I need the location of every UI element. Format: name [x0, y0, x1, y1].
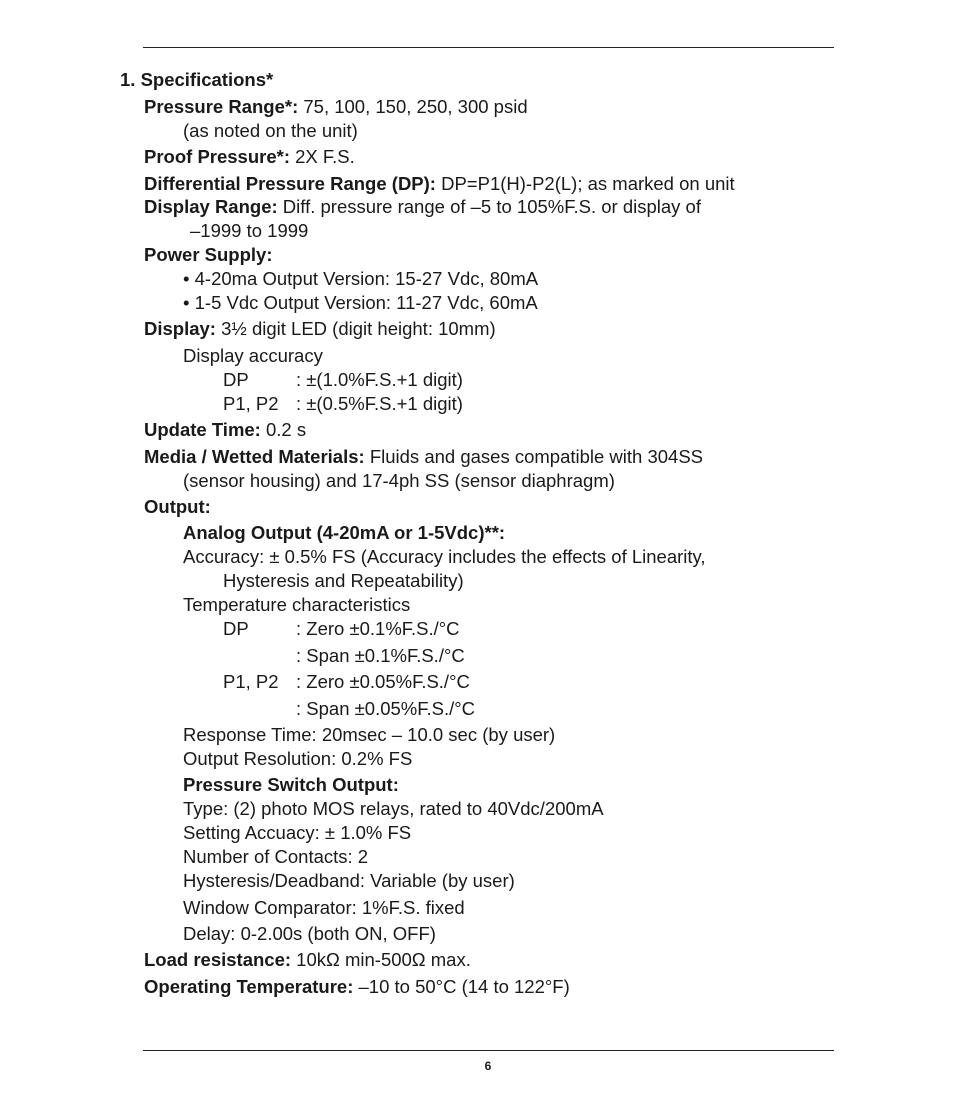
proof-pressure-value: 2X F.S. [290, 146, 355, 167]
temperature-row-value: : Span ±0.1%F.S./°C [296, 645, 465, 666]
switch-spec-item: Hysteresis/Deadband: Variable (by user) [183, 870, 515, 891]
display-range-line [144, 196, 701, 218]
temperature-characteristics-title: Temperature characteristics [183, 594, 411, 615]
temperature-row-value: : Zero ±0.1%F.S./°C [296, 618, 460, 639]
analog-accuracy: Accuracy: ± 0.5% FS (Accuracy includes the effects of Linearity, [183, 546, 706, 567]
pressure-range-note: (as noted on the unit) [183, 120, 358, 141]
differential-pressure-line [144, 173, 735, 195]
display-label: Display: [144, 318, 216, 339]
switch-spec-item: Delay: 0-2.00s (both ON, OFF) [183, 923, 436, 944]
section-heading: 1. Specifications* [120, 69, 274, 90]
power-supply-item: • 4-20ma Output Version: 15-27 Vdc, 80mA [183, 268, 539, 289]
display-range-value: Diff. pressure range of –5 to 105%F.S. or display of [277, 196, 701, 217]
media-line [144, 446, 703, 468]
update-time-label: Update Time: [144, 419, 261, 440]
media-label: Media / Wetted Materials: [144, 446, 365, 467]
operating-temperature-value: –10 to 50°C (14 to 122°F) [353, 976, 570, 997]
display-line [144, 318, 496, 340]
switch-spec-item: Window Comparator: 1%F.S. fixed [183, 897, 465, 918]
output-resolution: Output Resolution: 0.2% FS [183, 748, 413, 769]
pressure-range-value: 75, 100, 150, 250, 300 psid [298, 96, 528, 117]
pressure-range-label: Pressure Range*: [144, 96, 299, 117]
load-resistance-line [144, 949, 471, 971]
operating-temperature-label: Operating Temperature: [144, 976, 354, 997]
temperature-row-name: DP [223, 618, 249, 639]
operating-temperature-line [144, 976, 570, 998]
switch-spec-item: Setting Accuacy: ± 1.0% FS [183, 822, 412, 843]
footer-rule [143, 1050, 834, 1051]
switch-spec-item: Number of Contacts: 2 [183, 846, 369, 867]
analog-output-title: Analog Output (4-20mA or 1-5Vdc)**: [183, 522, 506, 543]
page-number: 6 [484, 1059, 492, 1073]
media-cont: (sensor housing) and 17-4ph SS (sensor diaphragm) [183, 470, 615, 491]
display-accuracy-name: P1, P2 [223, 393, 279, 414]
update-time-value: 0.2 s [260, 419, 307, 440]
display-accuracy-name: DP [223, 369, 249, 390]
response-time: Response Time: 20msec – 10.0 sec (by user) [183, 724, 556, 745]
output-label: Output: [144, 496, 211, 517]
load-resistance-label: Load resistance: [144, 949, 292, 970]
display-accuracy-title: Display accuracy [183, 345, 323, 366]
temperature-row-value: : Zero ±0.05%F.S./°C [296, 671, 470, 692]
power-supply-label: Power Supply: [144, 244, 273, 265]
differential-pressure-label: Differential Pressure Range (DP): [144, 173, 436, 194]
display-range-label: Display Range: [144, 196, 278, 217]
analog-accuracy-cont: Hysteresis and Repeatability) [223, 570, 464, 591]
load-resistance-value: 10kΩ min-500Ω max. [291, 949, 471, 970]
proof-pressure-line [144, 146, 355, 168]
pressure-switch-title: Pressure Switch Output: [183, 774, 399, 795]
temperature-row-name: P1, P2 [223, 671, 279, 692]
pressure-range-line [144, 96, 528, 118]
display-value: 3½ digit LED (digit height: 10mm) [215, 318, 496, 339]
proof-pressure-label: Proof Pressure*: [144, 146, 290, 167]
switch-spec-item: Type: (2) photo MOS relays, rated to 40Vdc/200mA [183, 798, 604, 819]
display-accuracy-value: : ±(1.0%F.S.+1 digit) [296, 369, 463, 390]
temperature-row-value: : Span ±0.05%F.S./°C [296, 698, 476, 719]
power-supply-item: • 1-5 Vdc Output Version: 11-27 Vdc, 60mA [183, 292, 538, 313]
display-range-cont: –1999 to 1999 [190, 220, 309, 241]
differential-pressure-value: DP=P1(H)-P2(L); as marked on unit [435, 173, 735, 194]
header-rule [143, 47, 834, 48]
update-time-line [144, 419, 306, 441]
media-value: Fluids and gases compatible with 304SS [364, 446, 704, 467]
display-accuracy-value: : ±(0.5%F.S.+1 digit) [296, 393, 463, 414]
